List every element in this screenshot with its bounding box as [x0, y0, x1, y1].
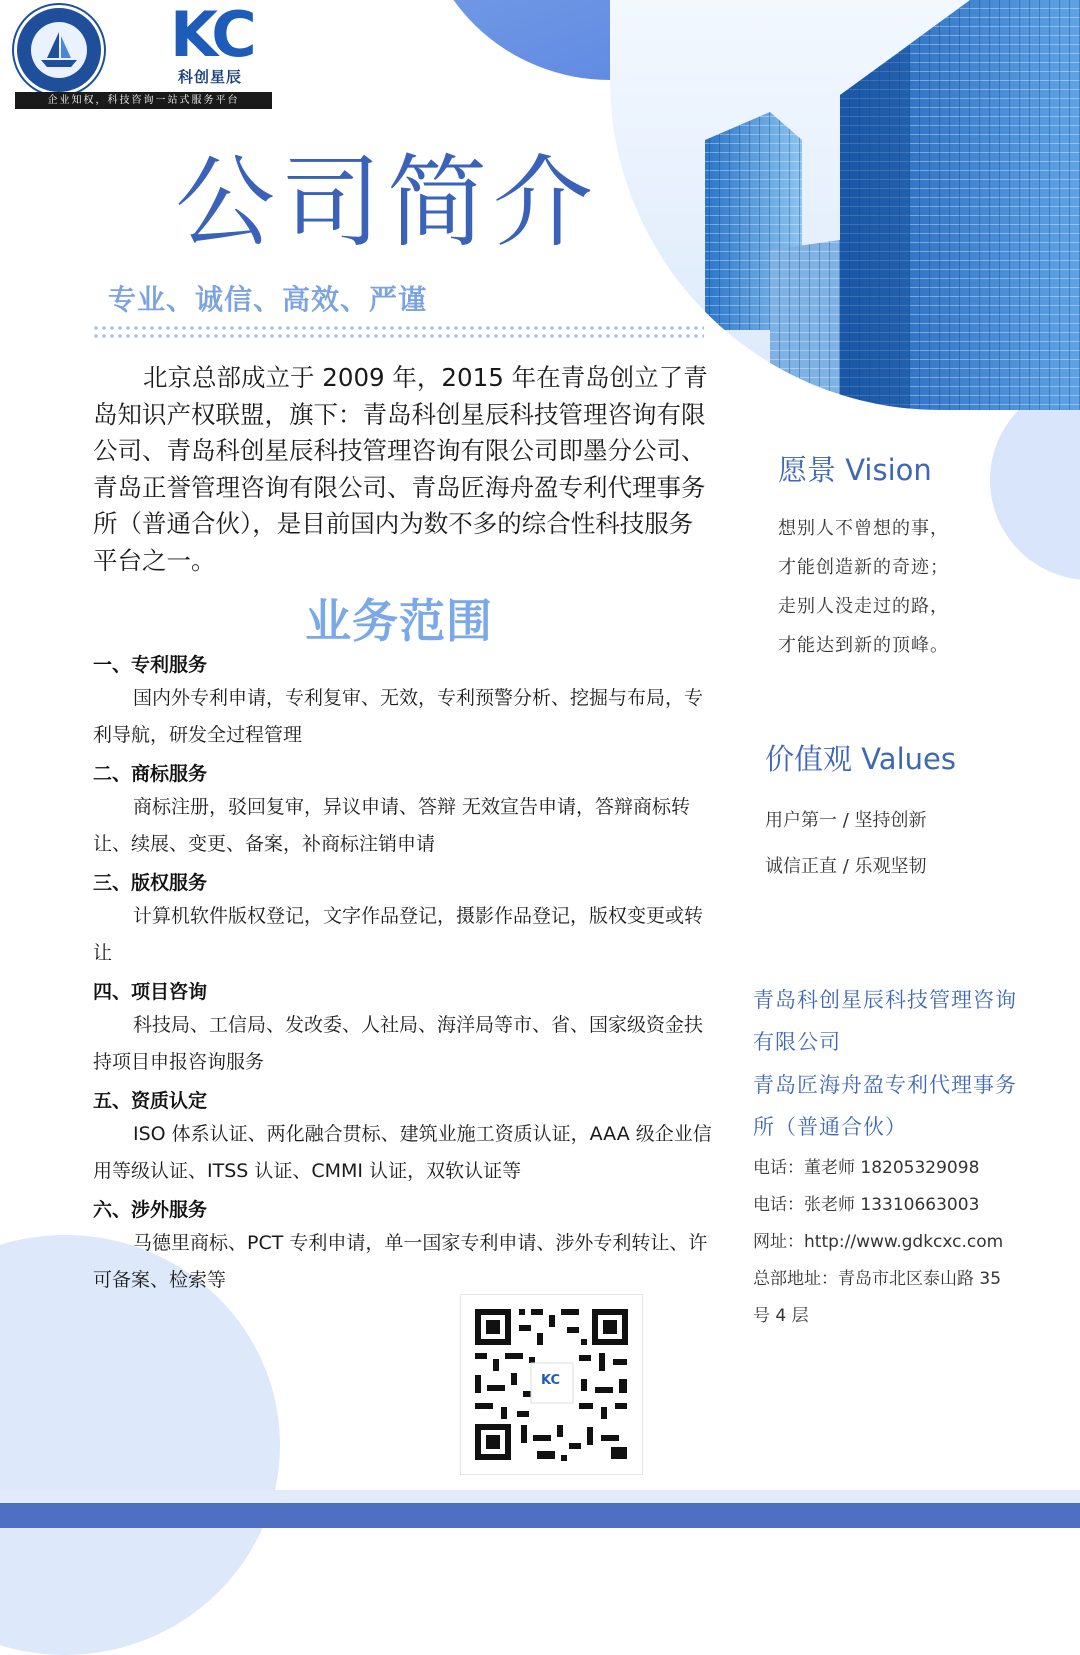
service-desc: 国内外专利申请，专利复审、无效，专利预警分析、挖掘与布局，专利导航，研发全过程管理 — [93, 687, 704, 746]
service-desc: ISO 体系认证、两化融合贯标、建筑业施工资质认证，AAA 级企业信用等级认证、ITSS 认证、CMMI 认证，双软认证等 — [93, 1123, 712, 1182]
slogan-bar: 企业知权，科技咨询一站式服务平台 — [15, 92, 272, 109]
service-desc: 计算机软件版权登记，文字作品登记，摄影作品登记，版权变更或转让 — [93, 905, 704, 964]
service-title: 三、版权服务 — [93, 872, 208, 894]
company-name-line: 所（普通合伙） — [753, 1115, 907, 1139]
company-name-line: 有限公司 — [753, 1030, 841, 1054]
service-title: 四、项目咨询 — [93, 981, 208, 1003]
page-subtitle: 专业、诚信、高效、严谨 — [108, 283, 428, 316]
dotted-divider — [92, 324, 704, 340]
kc-logo: KC — [170, 0, 253, 71]
vision-line: 走别人没走过的路， — [778, 596, 949, 617]
service-title: 六、涉外服务 — [93, 1199, 208, 1221]
address-line: 总部地址：青岛市北区泰山路 35 — [753, 1269, 1002, 1289]
qr-code — [460, 1294, 643, 1475]
values-heading: 价值观 Values — [765, 742, 956, 776]
qr-center-logo: KC — [541, 1373, 561, 1388]
service-desc: 马德里商标、PCT 专利申请，单一国家专利申请、涉外专利转让、许可备案、检索等 — [93, 1232, 708, 1291]
address-line: 号 4 层 — [753, 1306, 809, 1326]
footer-band — [0, 1503, 1080, 1528]
service-title: 一、专利服务 — [93, 654, 208, 676]
values-line: 诚信正直 / 乐观坚韧 — [765, 856, 927, 877]
ship-icon — [31, 22, 87, 78]
phone-2: 电话：张老师 13310663003 — [753, 1195, 980, 1215]
phone-1: 电话：董老师 18205329098 — [753, 1158, 980, 1178]
building-photo — [610, 0, 1080, 410]
decorative-circle-bottom — [0, 1235, 280, 1655]
company-name-line: 青岛科创星辰科技管理咨询 — [753, 988, 1017, 1012]
vision-line: 才能创造新的奇迹； — [778, 557, 949, 578]
decorative-circle-right — [990, 380, 1080, 580]
page-title: 公司简介 — [175, 144, 599, 261]
association-seal-logo — [14, 5, 104, 95]
footer-band-light — [0, 1490, 1080, 1503]
company-intro: 北京总部成立于 2009 年，2015 年在青岛创立了青岛知识产权联盟，旗下：青岛科创星辰科技管理咨询有限公司、青岛科创星辰科技管理咨询有限公司即墨分公司、青岛正誉管理咨询有限公司、青岛匠海舟盈专利代理事务所（普通合伙），是目前国内为数不多的综合性科技服务平台之一。 — [93, 363, 708, 575]
service-title: 二、商标服务 — [93, 763, 208, 785]
vision-heading: 愿景 Vision — [778, 453, 932, 487]
service-title: 五、资质认定 — [93, 1090, 208, 1112]
service-desc: 商标注册，驳回复审，异议申请、答辩 无效宣告申请，答辩商标转让、续展、变更、备案，补商标注销申请 — [93, 796, 691, 855]
service-desc: 科技局、工信局、发改委、人社局、海洋局等市、省、国家级资金扶持项目申报咨询服务 — [93, 1014, 704, 1073]
vision-line: 才能达到新的顶峰。 — [778, 635, 949, 656]
website-link[interactable]: 网址：http://www.gdkcxc.com — [753, 1232, 1004, 1252]
business-scope-heading: 业务范围 — [305, 594, 493, 648]
kc-logo-subtitle: 科创星辰 — [178, 68, 243, 86]
vision-line: 想别人不曾想的事， — [778, 518, 949, 539]
company-name-line: 青岛匠海舟盈专利代理事务 — [753, 1073, 1017, 1097]
values-line: 用户第一 / 坚持创新 — [765, 810, 927, 831]
